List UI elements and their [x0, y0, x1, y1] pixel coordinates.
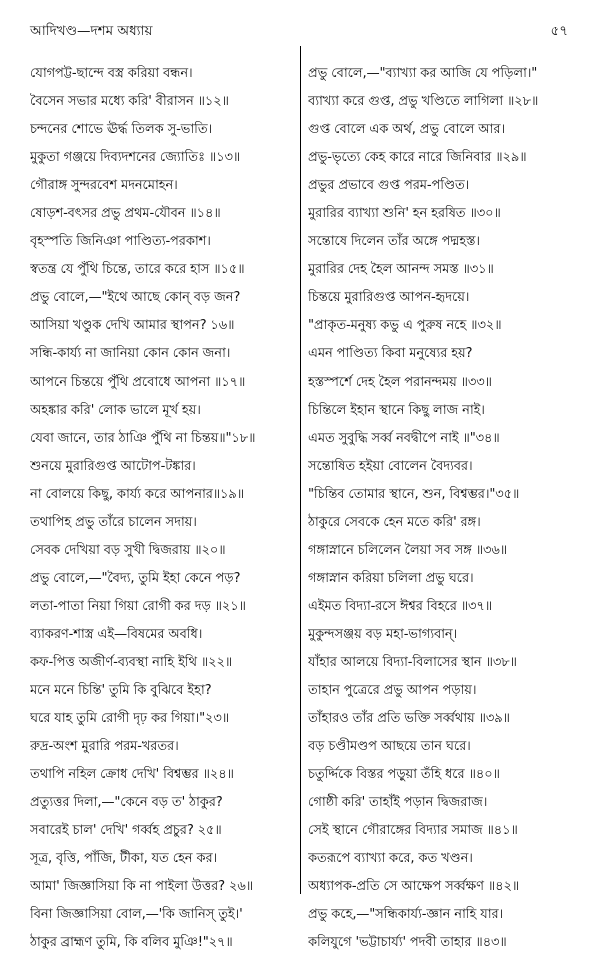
verse-line: তাহান পুত্রেরে প্রভু আপন পড়ায়।	[308, 683, 477, 699]
verse-line: ঠাকুর ব্রাহ্মণ তুমি, কি বলিব মুঞি!"২৭॥	[30, 935, 233, 951]
verse-line: কতরূপে ব্যাখ্যা করে, কত খণ্ডন।	[308, 851, 473, 867]
left-column	[30, 60, 296, 958]
verse-line: গুপ্ত বোলে এক অর্থ, প্রভু বোলে আর।	[308, 122, 505, 138]
verse-line: প্রভু বোলে,—"বৈদ্য, তুমি ইহা কেনে পড়?	[30, 570, 241, 586]
verse-line: যোগপট্ট-ছান্দে বস্ত্র করিয়া বন্ধন।	[30, 66, 193, 81]
column-divider	[300, 46, 301, 894]
verse-line: সবারেই চাল' দেখি' গর্ব্বহ প্রচুর? ২৫॥	[30, 823, 222, 839]
verse-line: বৈসেন সভার মধ্যে করি' বীরাসন ॥১২॥	[30, 94, 229, 110]
verse-line: মুরারির দেহ হৈল আনন্দ সমস্ত ॥৩১॥	[308, 262, 494, 278]
verse-line: গৌরাঙ্গ সুন্দরবেশ মদনমোহন।	[30, 178, 178, 194]
verse-line: বিনা জিজ্ঞাসিয়া বোল,—'কি জানিস্ তুই।'	[30, 907, 243, 923]
verse-line: শুনয়ে মুরারিগুপ্ত আটোপ-টঙ্কার।	[30, 458, 196, 474]
chapter-title: আদিখণ্ড—দশম অধ্যায়	[30, 23, 153, 39]
verse-line: সন্তোষে দিলেন তাঁর অঙ্গে পদ্মহস্ত।	[308, 234, 480, 250]
verse-line: আমা' জিজ্ঞাসিয়া কি না পাইলা উত্তর? ২৬॥	[30, 879, 253, 895]
verse-line: স্বতন্ত্র যে পুঁথি চিন্তে, তারে করে হাস ॥১৫॥	[30, 262, 245, 278]
verse-line: কলিযুগে 'ভট্টাচার্য্য' পদবী তাহার ॥৪৩॥	[308, 935, 507, 951]
verse-line: গঙ্গাস্নানে চলিলেন লৈয়া সব সঙ্গ ॥৩৬॥	[308, 542, 507, 558]
verse-line: ঠাকুরে সেবকে হেন মতে করি' রঙ্গ।	[308, 514, 481, 530]
verse-line: বড় চণ্ডীমণ্ডপ আছয়ে তান ঘরে।	[308, 739, 471, 755]
verse-line: অধ্যাপক-প্রতি সে আক্ষেপ সর্ব্বক্ষণ ॥৪২॥	[308, 879, 520, 895]
verse-line: হস্তস্পর্শে দেহ হৈল পরানন্দময় ॥৩৩॥	[308, 374, 492, 390]
verse-line: সন্তোষিত হইয়া বোলেন বৈদ্যবর।	[308, 458, 473, 474]
verse-line: প্রভু কহে,—"সন্ধিকার্য্য-জ্ঞান নাহি যার।	[308, 907, 504, 923]
verse-line: সেবক দেখিয়া বড় সুখী দ্বিজরায় ॥২০॥	[30, 542, 226, 558]
verse-line: ষোড়শ-বৎসর প্রভু প্রথম-যৌবন ॥১৪॥	[30, 206, 221, 222]
verse-line: মনে মনে চিন্তি' তুমি কি বুঝিবে ইহা?	[30, 683, 212, 699]
verse-line: প্রভুর প্রভাবে গুপ্ত পরম-পণ্ডিত।	[308, 178, 470, 194]
verse-line: "চিন্তিব তোমার স্থানে, শুন, বিশ্বম্ভর।"৩৫॥	[308, 486, 520, 502]
verse-line: গোষ্ঠী করি' তাহাঁই পড়ান দ্বিজরাজ।	[308, 795, 488, 811]
verse-line: মুরারির ব্যাখ্যা শুনি' হন হরষিত ॥৩০॥	[308, 206, 501, 222]
page-number: ৫৭	[550, 23, 568, 39]
verse-line: এমন পাণ্ডিত্য কিবা মনুষ্যের হয়?	[308, 346, 473, 362]
verse-line: প্রভু-ভৃত্যে কেহ কারে নারে জিনিবার ॥২৯॥	[308, 150, 527, 166]
verse-line: এমত সুবুদ্ধি সর্ব্ব নবদ্বীপে নাই ॥"৩৪॥	[308, 430, 500, 446]
verse-line: সেই স্থানে গৌরাঙ্গের বিদ্যার সমাজ ॥৪১॥	[308, 823, 518, 839]
verse-line: না বোলয়ে কিছু, কার্য্য করে আপনার॥১৯॥	[30, 486, 245, 502]
verse-line: অহঙ্কার করি' লোক ভালে মূর্খ হয়।	[30, 402, 201, 418]
verse-line: তাঁহারও তাঁর প্রতি ভক্তি সর্ব্বথায় ॥৩৯॥	[308, 711, 510, 727]
verse-line: ঘরে যাহ তুমি রোগী দৃঢ় কর গিয়া।"২৩॥	[30, 711, 230, 727]
verse-line: চিন্তয়ে মুরারিগুপ্ত আপন-হৃদয়ে।	[308, 290, 470, 306]
verse-line: আসিয়া খণ্ডুক দেখি আমার স্থাপন? ১৬॥	[30, 318, 235, 334]
verse-line: এইমত বিদ্যা-রসে ঈশ্বর বিহরে ॥৩৭॥	[308, 598, 493, 614]
running-header	[30, 20, 576, 42]
right-column	[308, 60, 590, 958]
verse-line: মুকুতা গঞ্জয়ে দিব্যদশনের জ্যোতিঃ ॥১৩॥	[30, 150, 241, 166]
verse-line: "প্রাকৃত-মনুষ্য কভু এ পুরুষ নহে ॥৩২॥	[308, 318, 502, 334]
verse-line: প্রভু বোলে,—"ব্যাখ্যা কর আজি যে পড়িলা।"	[308, 66, 538, 81]
verse-line: তথাপিহ প্রভু তাঁরে চালেন সদায়।	[30, 514, 197, 530]
verse-line: ব্যাকরণ-শাস্ত্র এই—বিষমের অবধি।	[30, 626, 203, 642]
verse-line: প্রত্যুত্তর দিলা,—"কেনে বড় ত' ঠাকুর?	[30, 795, 223, 811]
verse-line: গঙ্গাস্নান করিয়া চলিলা প্রভু ঘরে।	[308, 570, 474, 586]
verse-line: রুদ্র-অংশ মুরারি পরম-খরতর।	[30, 739, 179, 755]
verse-line: সন্ধি-কার্য্য না জানিয়া কোন কোন জনা।	[30, 346, 231, 362]
verse-line: মুকুন্দসঞ্জয় বড় মহা-ভাগ্যবান্।	[308, 626, 458, 642]
verse-line: চিন্তিলে ইহান স্থানে কিছু লাজ নাই।	[308, 402, 485, 418]
verse-line: যেবা জানে, তার ঠাঞি পুঁথি না চিন্তয়॥"১৮॥	[30, 430, 256, 446]
verse-line: আপনে চিন্তয়ে পুঁথি প্রবোধে আপনা ॥১৭॥	[30, 374, 246, 390]
verse-line: প্রভু বোলে,—"ইথে আছে কোন্ বড় জন?	[30, 290, 241, 306]
verse-line: বৃহস্পতি জিনিঞা পাণ্ডিত্য-পরকাশ।	[30, 234, 211, 250]
verse-line: সূত্র, বৃত্তি, পাঁজি, টীকা, যত হেন কর।	[30, 851, 218, 867]
verse-line: চতুর্দ্দিকে বিস্তর পড়ুয়া তঁহি ধরে ॥৪০॥	[308, 767, 500, 783]
verse-line: চন্দনের শোভে ঊর্দ্ধ তিলক সু-ভাতি।	[30, 122, 213, 138]
verse-line: লতা-পাতা নিয়া গিয়া রোগী কর দড় ॥২১॥	[30, 598, 246, 614]
verse-line: যাঁহার আলয়ে বিদ্যা-বিলাসের স্থান ॥৩৮॥	[308, 654, 517, 670]
verse-line: কফ-পিত্ত অজীর্ণ-ব্যবস্থা নাহি ইথি ॥২২॥	[30, 654, 233, 670]
verse-line: তথাপি নহিল ক্রোধ দেখি' বিশ্বম্ভর ॥২৪॥	[30, 767, 234, 783]
verse-line: ব্যাখ্যা করে গুপ্ত, প্রভু খণ্ডিতে লাগিলা ॥২৮॥	[308, 94, 539, 110]
